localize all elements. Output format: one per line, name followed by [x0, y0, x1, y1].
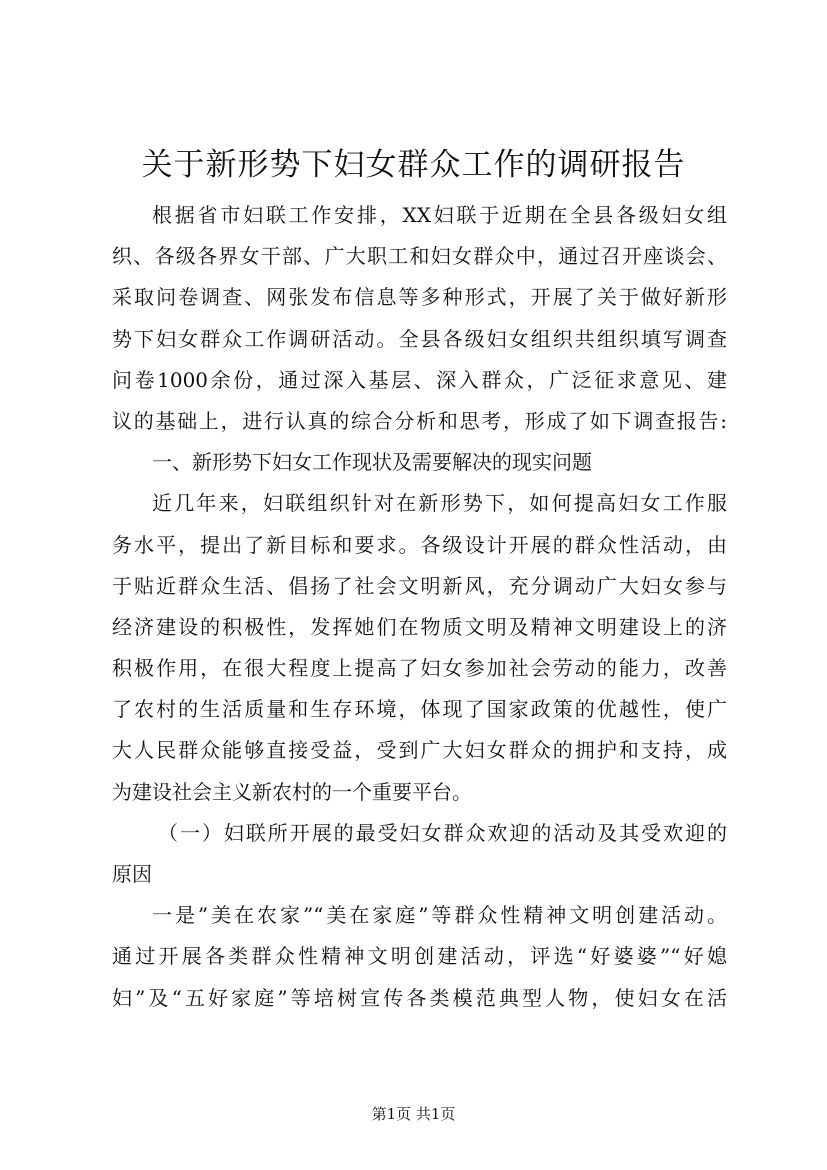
paragraph-line: 问卷1000余份，通过深入基层、深入群众，广泛征求意见、建: [112, 367, 727, 392]
paragraph-line: 积极作用，在很大程度上提高了妇女参加社会劳动的能力，改善: [112, 656, 727, 681]
paragraph-line: 议的基础上，进行认真的综合分析和思考，形成了如下调查报告:: [112, 408, 727, 433]
paragraph-line: 一是”美在农家”“美在家庭”等群众性精神文明创建活动。: [152, 903, 727, 928]
paragraph-line: 势下妇女群众工作调研活动。全县各级妇女组织共组织填写调查: [112, 326, 727, 351]
paragraph-line: 织、各级各界女干部、广大职工和妇女群众中，通过召开座谈会、: [112, 244, 727, 269]
paragraph-line: 于贴近群众生活、倡扬了社会文明新风，充分调动广大妇女参与: [112, 573, 727, 598]
subsection-heading: （一）妇联所开展的最受妇女群众欢迎的活动及其受欢迎的: [158, 820, 727, 845]
paragraph-line: 为建设社会主义新农村的一个重要平台。: [112, 779, 472, 804]
paragraph-line: 根据省市妇联工作安排，XX妇联于近期在全县各级妇女组: [152, 203, 727, 227]
paragraph-line: 妇”及“五好家庭”等培树宣传各类模范典型人物，使妇女在活: [112, 985, 727, 1010]
paragraph-line: 务水平，提出了新目标和要求。各级设计开展的群众性活动，由: [112, 532, 727, 557]
paragraph-line: 通过开展各类群众性精神文明创建活动，评选“好婆婆”“好媳: [112, 944, 727, 969]
paragraph-line: 近几年来，妇联组织针对在新形势下，如何提高妇女工作服: [152, 491, 727, 516]
subsection-heading-continued: 原因: [112, 862, 152, 886]
paragraph-line: 经济建设的积极性，发挥她们在物质文明及精神文明建设上的济: [112, 614, 727, 639]
paragraph-line: 采取问卷调查、网张发布信息等多种形式，开展了关于做好新形: [112, 285, 727, 310]
document-title: 关于新形势下妇女群众工作的调研报告: [141, 147, 686, 183]
page-number-footer: 第1页 共1页: [371, 1105, 456, 1123]
document-body: [112, 195, 727, 1019]
paragraph-line: 了农村的生活质量和生存环境，体现了国家政策的优越性，使广: [112, 697, 727, 722]
paragraph-line: 大人民群众能够直接受益，受到广大妇女群众的拥护和支持，成: [112, 738, 727, 763]
section-heading: 一、新形势下妇女工作现状及需要解决的现实问题: [152, 450, 592, 475]
